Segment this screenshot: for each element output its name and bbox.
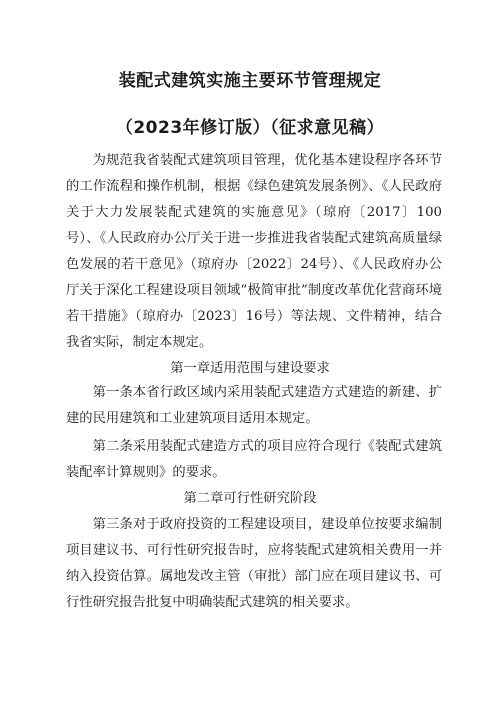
chapter-heading-2: 第二章可行性研究阶段 <box>183 491 317 506</box>
article-2: 第二条采用装配式建造方式的项目应符合现行《装配式建筑装配率计算规则》的要求。 <box>66 439 442 480</box>
article-3: 第三条对于政府投资的工程建设项目，建设单位按要求编制项目建议书、可行性研究报告时，应将装配式建筑相关费用一并纳入投资估算。属地发改主管（审批）部门应在项目建议书、可行性研究报告批复中明确装配式建筑的相关要求。 <box>66 517 442 610</box>
intro-paragraph: 为规范我省装配式建筑项目管理，优化基本建设程序各环节的工作流程和操作机制，根据《绿色建筑发展条例》、《人民政府关于大力发展装配式建筑的实施意见》（琼府〔2017〕100号）、《人民政府办公厅关于进一步推进我省装配式建筑高质量绿色发展的若干意见》（琼府办〔2022〕24号）、《人民政府办公厅关于深化工程建设项目领域“极简审批”制度改革优化营商环境若干措施》（琼府办〔2023〕16号）等法规、文件精神，结合我省实际，制定本规定。 <box>66 153 442 350</box>
chapter-heading-1: 第一章适用范围与建设要求 <box>170 361 330 376</box>
article-1: 第一条本省行政区域内采用装配式建造方式建造的新建、扩建的民用建筑和工业建筑项目适用本规定。 <box>66 385 442 426</box>
document-title: 装配式建筑实施主要环节管理规定 <box>118 71 382 91</box>
document-subtitle: （2023年修订版）（征求意见稿） <box>115 118 385 138</box>
